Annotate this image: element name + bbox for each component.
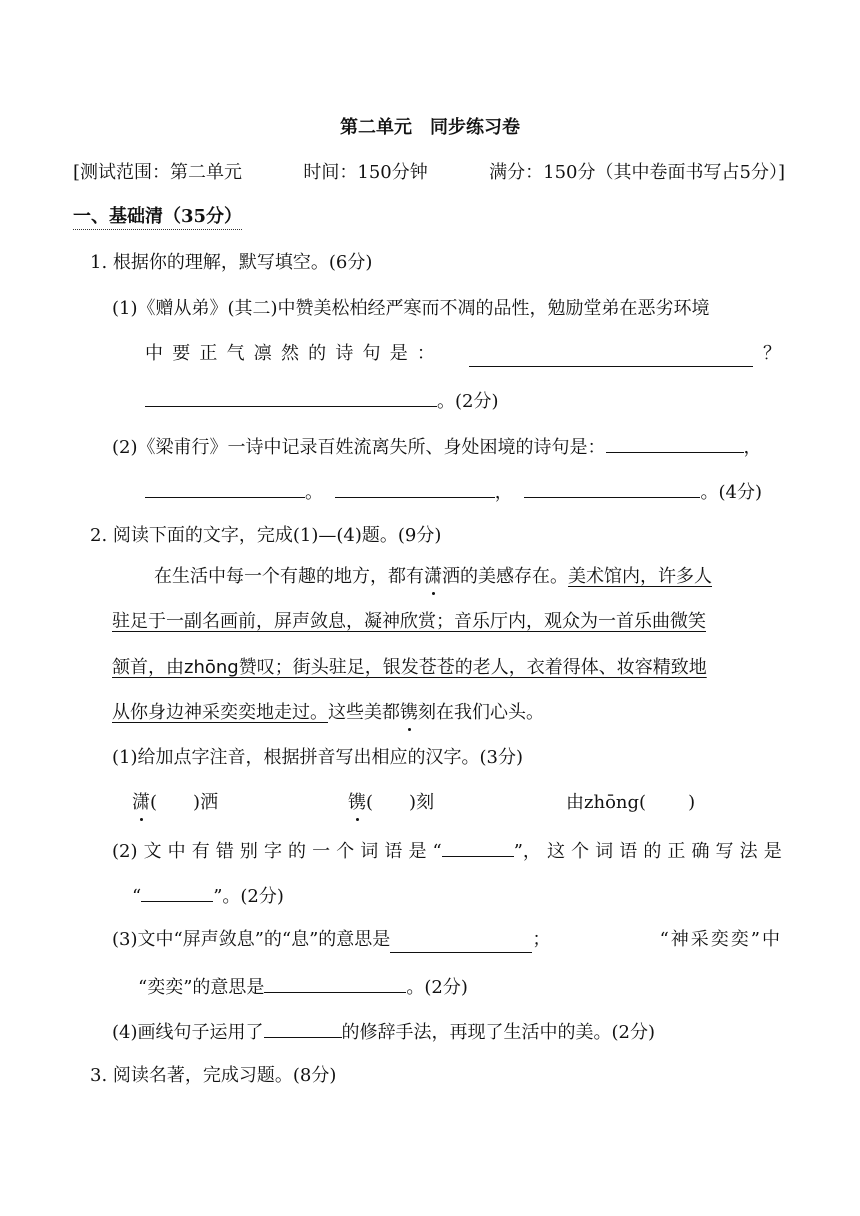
answer-blank[interactable] — [606, 432, 744, 453]
dotted-character: 潇 — [424, 564, 442, 590]
answer-blank[interactable] — [335, 477, 495, 498]
underlined-sentence: 从你身边神采奕奕地走过。 — [112, 702, 328, 723]
question-1-part-1-line-2: 中 要 正 气 凛 然 的 诗 句 是 ： ？ — [145, 341, 781, 367]
question-1-part-1-line-1: (1)《赠从弟》(其二)中赞美松柏经严寒而不凋的品性，勉励堂弟在恶劣环境 — [112, 298, 710, 319]
answer-blank[interactable] — [264, 972, 406, 993]
scope-time: 时间：150分钟 — [303, 162, 428, 183]
pinyin-item-2: 镌( )刻 — [348, 790, 434, 816]
question-1-part-2-line-1: (2)《梁甫行》一诗中记录百姓流离失所、身处困境的诗句是： ， — [112, 432, 762, 461]
question-2-sub-2-line-1: (2) 文 中 有 错 别 字 的 一 个 词 语 是 “ ”， 这 个 词 语 的 正 确 写 法 是 — [112, 836, 782, 865]
reading-passage-line-1: 在生活中每一个有趣的地方，都有潇洒的美感存在。美术馆内，许多人 — [154, 564, 712, 590]
answer-blank[interactable] — [145, 386, 437, 407]
page-title: 第二单元 同步练习卷 — [340, 117, 520, 138]
answer-blank[interactable] — [390, 932, 532, 953]
dotted-character: 镌 — [400, 700, 418, 726]
question-2-sub-4: (4)画线句子运用了 的修辞手法，再现了生活中的美。(2分) — [112, 1017, 655, 1046]
underlined-sentence: 美术馆内，许多人 — [568, 566, 712, 587]
dotted-character: 潇 — [132, 790, 150, 816]
pinyin-item-3: 由zhōng( ) — [566, 792, 696, 813]
section-heading: 一、基础清（35分） — [73, 205, 242, 230]
question-2-stem: 2. 阅读下面的文字，完成(1)—(4)题。(9分) — [90, 525, 442, 546]
answer-blank[interactable] — [264, 1017, 342, 1038]
reading-passage-line-4: 从你身边神采奕奕地走过。这些美都镌刻在我们心头。 — [112, 700, 544, 726]
answer-blank[interactable] — [469, 346, 753, 367]
pinyin-item-1: 潇( )洒 — [132, 790, 218, 816]
test-scope — [73, 160, 785, 186]
question-2-sub-2-line-2: “ ”。(2分) — [132, 881, 284, 910]
question-2-sub-1: (1)给加点字注音，根据拼音写出相应的汉字。(3分) — [112, 747, 523, 768]
scope-full-score: 满分：150分（其中卷面书写占5分）] — [489, 162, 785, 183]
dotted-character: 镌 — [348, 790, 366, 816]
answer-blank[interactable] — [442, 836, 514, 857]
scope-range: [测试范围：第二单元 — [73, 162, 243, 183]
question-1-stem: 1. 根据你的理解，默写填空。(6分) — [90, 252, 373, 273]
question-1-part-1-line-3: 。(2分) — [145, 386, 499, 415]
reading-passage-line-3: 颔首，由zhōng赞叹；街头驻足，银发苍苍的老人，衣着得体、妆容精致地 — [112, 657, 707, 678]
question-2-sub-3-line-2: “奕奕”的意思是 。(2分) — [138, 972, 468, 1001]
question-2-sub-3-line-1: (3)文中“屏声敛息”的“息”的意思是 ； “神采奕奕”中 — [112, 927, 782, 953]
answer-blank[interactable] — [524, 477, 700, 498]
answer-blank[interactable] — [145, 477, 305, 498]
reading-passage-line-2: 驻足于一副名画前，屏声敛息，凝神欣赏；音乐厅内，观众为一首乐曲微笑 — [112, 611, 706, 632]
justified-text: 中 要 正 气 凛 然 的 诗 句 是 ： — [145, 343, 435, 364]
answer-blank[interactable] — [141, 881, 213, 902]
question-3-stem: 3. 阅读名著，完成习题。(8分) — [90, 1065, 337, 1086]
question-1-part-2-line-2: 。 ， 。(4分) — [145, 477, 762, 506]
